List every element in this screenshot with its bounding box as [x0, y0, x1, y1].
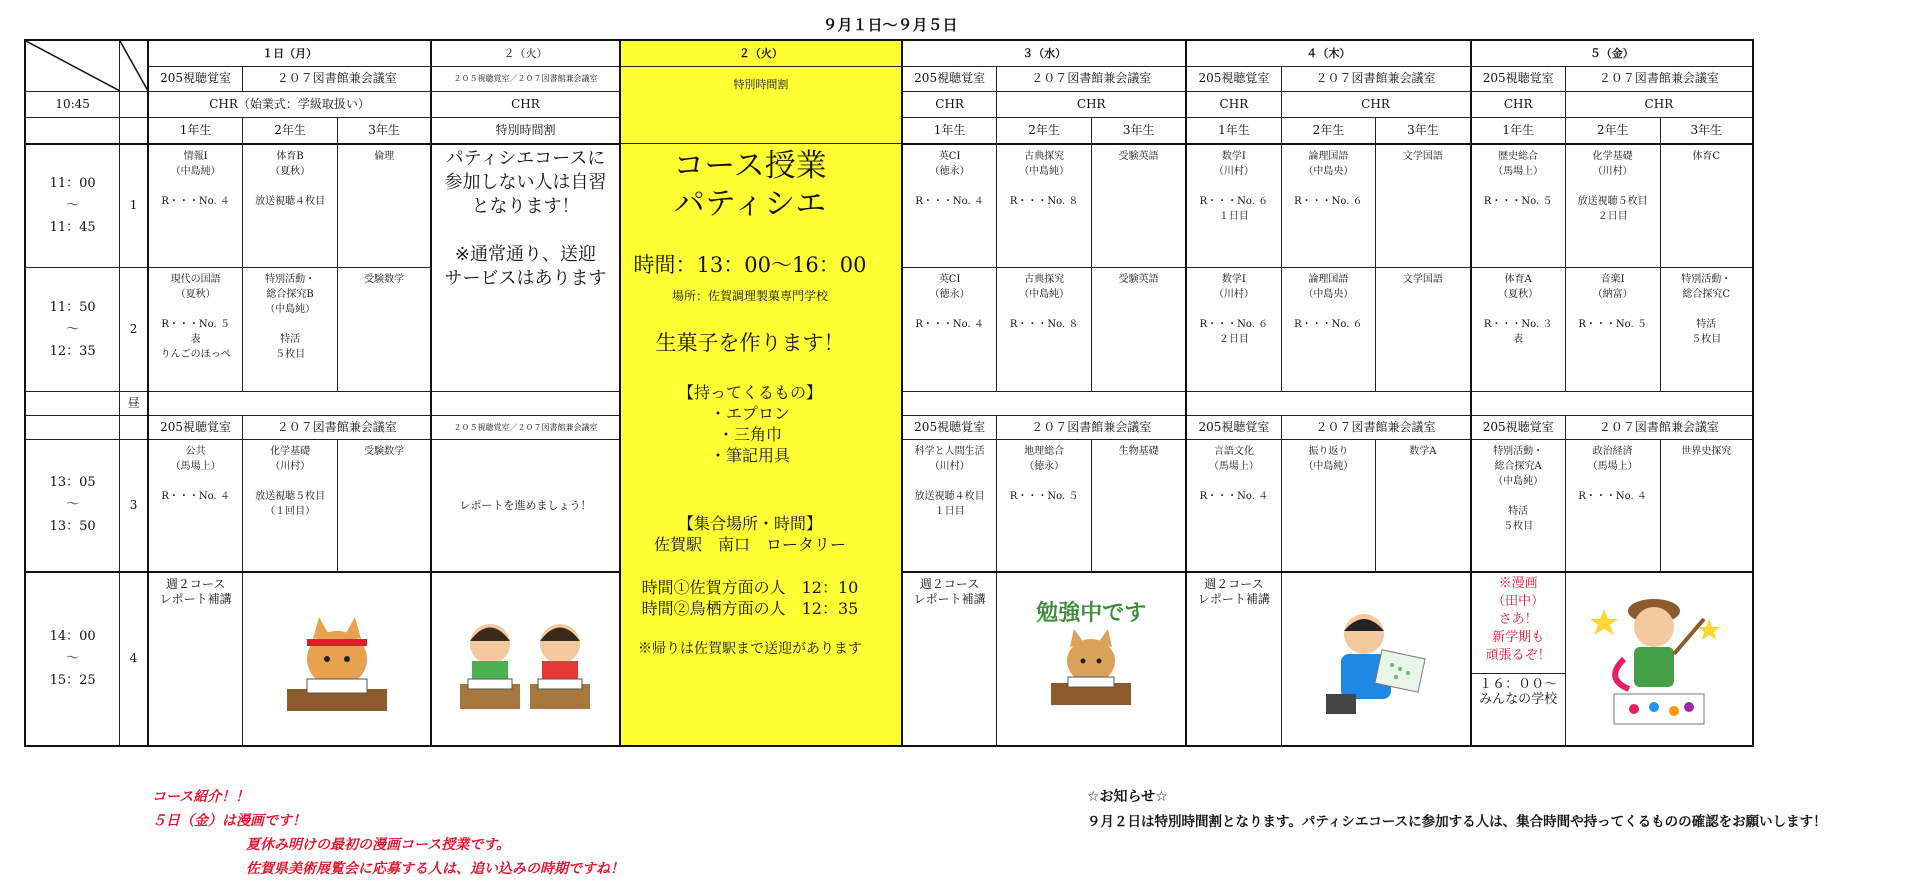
promo-make: 生菓子を作ります！: [655, 331, 845, 355]
room-205: 205視聴覚室: [1471, 416, 1566, 440]
studying-shiba-illustration: [997, 572, 1187, 746]
lesson-cell: 特別活動・ 総合探究C 特活 ５枚目: [1660, 268, 1753, 392]
lesson-cell: 情報Ⅰ （中島純） R・・・No. ４: [148, 144, 243, 268]
week2-course-mon: 週２コース レポート補講: [148, 572, 243, 746]
painter-boy-illustration: [1565, 572, 1753, 746]
chr-time: 10:45: [25, 92, 120, 118]
room-207: ２０７図書館兼会議室: [243, 66, 432, 92]
promo-title-1: コース授業: [673, 148, 827, 184]
corner-diagonal-small-cell: [120, 40, 148, 92]
period-4-num: 4: [120, 572, 148, 746]
lesson-cell: 数学Ⅰ （川村） R・・・No. ６ １日目: [1186, 144, 1281, 268]
school-time: １６：００～: [1479, 676, 1558, 692]
grade-2: 2年生: [243, 118, 338, 144]
page-title: ９月１日～９月５日: [822, 16, 958, 34]
week2-course-thu: 週２コース レポート補講: [1186, 572, 1281, 746]
grade-1: 1年生: [1186, 118, 1281, 144]
tue-report-cell: レポートを進めましょう！: [431, 440, 620, 572]
footer-exhibition: 佐賀県美術展覧会に応募する人は、追い込みの時期ですね！: [246, 861, 624, 877]
lesson-cell: 特別活動・ 総合探究A （中島純） 特活 ５枚目: [1471, 440, 1566, 572]
room-mixed: ２０５視聴覚室／２０７図書館兼会議室: [431, 416, 620, 440]
lunch-time: [25, 392, 120, 416]
lesson-cell: 振り返り （中島純）: [1281, 440, 1376, 572]
manga-note: ※漫画 （田中） さあ！ 新学期も 頑張るぞ！: [1472, 573, 1565, 674]
timetable: [24, 39, 1754, 747]
promo-meet-head: 【集合場所・時間】: [677, 514, 822, 533]
promo-meet-place: 佐賀駅 南口 ロータリー: [653, 535, 846, 554]
day-header-wed: ３（水）: [902, 40, 1186, 66]
painter-icon: [1584, 579, 1734, 739]
day-header-tue: ２（火）: [431, 40, 620, 66]
lesson-cell: 受験数学: [337, 440, 431, 572]
room-207: ２０７図書館兼会議室: [997, 66, 1187, 92]
promo-bring-head: 【持ってくるもの】: [677, 383, 822, 402]
promo-bring-1: ・エプロン: [709, 404, 790, 423]
day-header-tue-special: ２（火）: [620, 40, 902, 66]
chr-wed-1: CHR: [902, 92, 997, 118]
grade-2: 2年生: [1565, 118, 1660, 144]
period-3-num: 3: [120, 440, 148, 572]
lesson-cell: 数学A: [1376, 440, 1471, 572]
lesson-cell: 体育C: [1660, 144, 1753, 268]
special-schedule-cell: 特別時間割: [620, 66, 902, 144]
lesson-cell: 文学国語: [1376, 144, 1471, 268]
lesson-cell: 現代の国語 （夏秋） R・・・No. ５ 表 りんごのほっぺ: [148, 268, 243, 392]
lesson-cell: 音楽Ⅰ （納富） R・・・No. ５: [1565, 268, 1660, 392]
fri-p4-notes: [1471, 572, 1566, 746]
footer-manga-first: 夏休み明けの最初の漫画コース授業です。: [246, 837, 511, 853]
lesson-cell: 古典探究 （中島純） R・・・No. ８: [997, 144, 1092, 268]
grade-3: 3年生: [1376, 118, 1471, 144]
period-1-time: 11：00 ～ 11：45: [25, 144, 120, 268]
grade-1: 1年生: [902, 118, 997, 144]
cat-studying-illustration: [243, 572, 432, 746]
chr-thu-1: CHR: [1186, 92, 1281, 118]
promo-place: 場所：佐賀調理製菓専門学校: [671, 289, 828, 303]
lesson-cell: 受験数学: [337, 268, 431, 392]
chr-period-cell: [120, 92, 148, 118]
lesson-cell: 特別活動・ 総合探究B （中島純） 特活 ５枚目: [243, 268, 338, 392]
period-2-num: 2: [120, 268, 148, 392]
dog-icon: [1046, 621, 1136, 711]
grade-2: 2年生: [1281, 118, 1376, 144]
lesson-cell: 科学と人間生活 （川村） 放送視聴４枚目 １日目: [902, 440, 997, 572]
lunch-cell: [1471, 392, 1753, 416]
students-icon: [450, 599, 600, 719]
room-205: 205視聴覚室: [148, 66, 243, 92]
corner-diagonal-cell: [25, 40, 120, 92]
lesson-cell: 倫理: [337, 144, 431, 268]
lesson-cell: 言語文化 （馬場上） R・・・No. ４: [1186, 440, 1281, 572]
lunch-cell: [902, 392, 1186, 416]
day-header-fri: ５（金）: [1471, 40, 1753, 66]
period-4-time: 14：00 ～ 15：25: [25, 572, 120, 746]
lesson-cell: 公共 （馬場上） R・・・No. ４: [148, 440, 243, 572]
cat-icon: [277, 599, 397, 719]
room-207: ２０７図書館兼会議室: [243, 416, 432, 440]
room-207: ２０７図書館兼会議室: [1281, 66, 1471, 92]
tue-special: 特別時間割: [431, 118, 620, 144]
lesson-cell: 数学Ⅰ （川村） R・・・No. ６ ２日目: [1186, 268, 1281, 392]
period-3-time: 13：05 ～ 13：50: [25, 440, 120, 572]
boy-tablet-illustration: [1281, 572, 1471, 746]
grade-1: 1年生: [148, 118, 243, 144]
lesson-cell: 世界史探究: [1660, 440, 1753, 572]
lesson-cell: 体育B （夏秋） 放送視聴４枚目: [243, 144, 338, 268]
lesson-cell: 化学基礎 （川村） 放送視聴５枚目 ２日目: [1565, 144, 1660, 268]
tue-self-study-note: パティシエコースに 参加しない人は自習 となります！ ※通常通り、送迎 サービスはあります: [431, 144, 620, 392]
lesson-cell: 古典探究 （中島純） R・・・No. ８: [997, 268, 1092, 392]
room-207: ２０７図書館兼会議室: [997, 416, 1187, 440]
grade-blank: [120, 118, 148, 144]
tablet-student-icon: [1316, 599, 1436, 719]
room-row-blank: [120, 416, 148, 440]
grade-blank: [25, 118, 120, 144]
room-205: 205視聴覚室: [902, 416, 997, 440]
notice-heading: ☆お知らせ☆: [1087, 789, 1168, 805]
promo-title-2: パティシエ: [673, 186, 827, 222]
room-207: ２０７図書館兼会議室: [1565, 66, 1753, 92]
lesson-cell: 歴史総合 （馬場上） R・・・No. ５: [1471, 144, 1566, 268]
lesson-cell: 英CⅠ （徳永） R・・・No. ４: [902, 144, 997, 268]
promo-time: 時間：13：00～16：00: [633, 253, 867, 277]
promo-return: ※帰りは佐賀駅まで送迎があります: [638, 641, 862, 657]
promo-meet-2: 時間②鳥栖方面の人 12：35: [641, 599, 859, 618]
lesson-cell: 英CⅠ （徳永） R・・・No. ４: [902, 268, 997, 392]
footer-course-intro: コース紹介！！: [152, 789, 250, 805]
lesson-cell: 体育A （夏秋） R・・・No. ３ 表: [1471, 268, 1566, 392]
chr-mon: CHR（始業式：学級取扱い）: [148, 92, 431, 118]
lunch-cell: [1186, 392, 1470, 416]
chr-thu-23: CHR: [1281, 92, 1471, 118]
lunch-label: 昼: [120, 392, 148, 416]
lesson-cell: 論理国語 （中島央） R・・・No. ６: [1281, 144, 1376, 268]
patissier-course-cell: [620, 144, 902, 746]
notice-body: ９月２日は特別時間割となります。パティシエコースに参加する人は、集合時間や持ってくるものの確認をお願いします！: [1087, 814, 1827, 830]
lesson-cell: 地理総合 （徳永） R・・・No. ５: [997, 440, 1092, 572]
room-207: ２０７図書館兼会議室: [1565, 416, 1753, 440]
grade-2: 2年生: [997, 118, 1092, 144]
room-205: 205視聴覚室: [148, 416, 243, 440]
period-1-num: 1: [120, 144, 148, 268]
promo-meet-1: 時間①佐賀方面の人 12：10: [641, 578, 859, 597]
day-header-mon: １日（月）: [148, 40, 431, 66]
chr-fri-1: CHR: [1471, 92, 1566, 118]
lunch-cell: [431, 392, 620, 416]
lesson-cell: 政治経済 （馬場上） R・・・No. ４: [1565, 440, 1660, 572]
chr-fri-23: CHR: [1565, 92, 1753, 118]
room-205: 205視聴覚室: [902, 66, 997, 92]
room-207: ２０７図書館兼会議室: [1281, 416, 1471, 440]
studying-sign: 勉強中です: [1036, 601, 1147, 626]
week2-course-wed: 週２コース レポート補講: [902, 572, 997, 746]
lesson-cell: 化学基礎 （川村） 放送視聴５枚目 （１回目）: [243, 440, 338, 572]
grade-3: 3年生: [337, 118, 431, 144]
grade-3: 3年生: [1660, 118, 1753, 144]
grade-1: 1年生: [1471, 118, 1566, 144]
lunch-cell: [148, 392, 431, 416]
grade-3: 3年生: [1092, 118, 1187, 144]
period-2-time: 11：50 ～ 12：35: [25, 268, 120, 392]
day-header-thu: ４（木）: [1186, 40, 1470, 66]
promo-bring-3: ・筆記用具: [709, 446, 790, 465]
lesson-cell: 受験英語: [1092, 268, 1187, 392]
lesson-cell: 論理国語 （中島央） R・・・No. ６: [1281, 268, 1376, 392]
school-name: みんなの学校: [1479, 691, 1558, 707]
kids-studying-illustration: [431, 572, 620, 746]
room-row-blank: [25, 416, 120, 440]
footer-manga-day: ５日（金）は漫画です！: [152, 813, 306, 829]
promo-bring-2: ・三角巾: [717, 425, 782, 444]
lesson-cell: 文学国語: [1376, 268, 1471, 392]
lesson-cell: 受験英語: [1092, 144, 1187, 268]
room-205: 205視聴覚室: [1471, 66, 1566, 92]
room-mixed: ２０５視聴覚室／２０７図書館兼会議室: [431, 66, 620, 92]
room-205: 205視聴覚室: [1186, 66, 1281, 92]
chr-wed-23: CHR: [997, 92, 1187, 118]
lesson-cell: 生物基礎: [1092, 440, 1187, 572]
room-205: 205視聴覚室: [1186, 416, 1281, 440]
chr-tue: CHR: [431, 92, 620, 118]
